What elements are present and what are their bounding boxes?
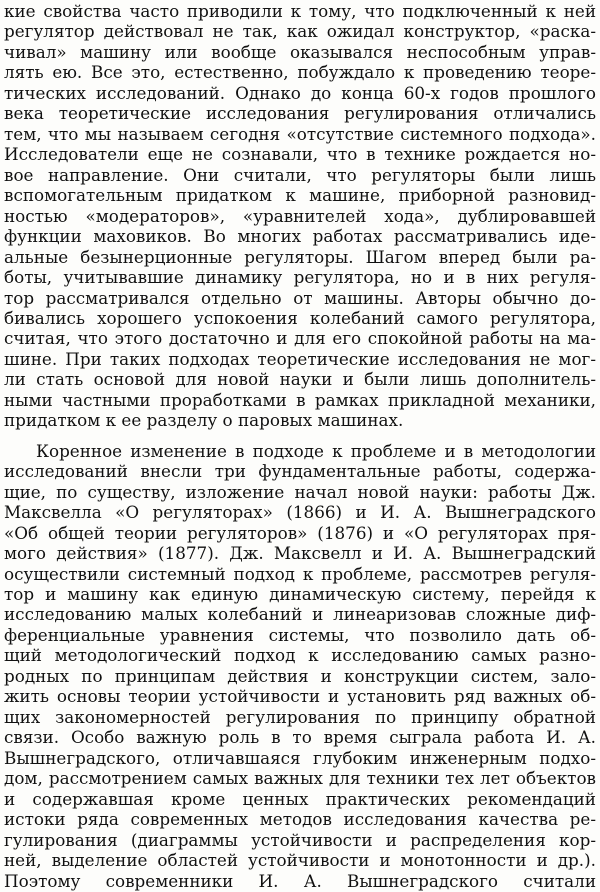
text-line: Коренное изменение в подходе к проблеме и в методологии (36, 441, 596, 461)
text-line: шине. При таких подходах теоретические исследования не мог- (4, 349, 596, 369)
text-line: жить основы теории устойчивости и установить ряд важных об- (4, 686, 596, 706)
text-line: щий методологический подход к исследованию самых разно- (4, 645, 596, 665)
text-line: Исследователи еще не сознавали, что в технике рождается но- (4, 144, 596, 164)
text-line: исследованию малых колебаний и линеаризовав сложные диф- (4, 604, 596, 624)
text-line: Вышнеградского, отличавшаяся глубоким инженерным подхо- (4, 748, 596, 768)
text-line: вспомогательным придатком к машине, приборной разновид- (4, 185, 596, 205)
text-line: исследований внесли три фундаментальные работы, содержа- (4, 461, 596, 481)
text-line: ностью «модераторов», «уравнителей хода», дублировавшей (4, 206, 596, 226)
text-line: щие, по существу, изложение начал новой науки: работы Дж. (4, 482, 596, 502)
text-line: боты, учитывавшие динамику регулятора, но и в них регуля- (4, 267, 596, 287)
text-line: ференциальные уравнения системы, что позволило дать об- (4, 625, 596, 645)
text-line: лять ею. Все это, естественно, побуждало к проведению теоре- (4, 62, 596, 82)
text-line: Поэтому современники И. А. Вышнеградского считали (4, 871, 596, 891)
text-line: века теоретические исследования регулирования отличались (4, 103, 596, 123)
text-line: чивал» машину или вообще оказывался неспособным управ- (4, 42, 596, 62)
text-line: кие свойства часто приводили к тому, что подключенный к ней (4, 1, 596, 21)
text-line: Максвелла «О регуляторах» (1866) и И. А. Вышнеградского (4, 502, 596, 522)
text-line: придатком к ее разделу о паровых машинах. (4, 410, 404, 430)
text-line: тем, что мы называем сегодня «отсутствие системного подхода». (4, 124, 596, 144)
text-line: бивались хорошего успокоения колебаний самого регулятора, (4, 308, 596, 328)
text-line: тор рассматривался отдельно от машины. Авторы обычно до- (4, 288, 596, 308)
text-line: регулятор действовал не так, как ожидал конструктор, «раска- (4, 21, 596, 41)
text-line: ли стать основой для новой науки и были лишь дополнитель- (4, 369, 596, 389)
text-line: дом, рассмотрением самых важных для техники тех лет объектов (4, 768, 596, 788)
text-line: ными частными проработками в рамках прикладной механики, (4, 390, 596, 410)
text-line: тор и машину как единую динамическую систему, перейдя к (4, 584, 596, 604)
text-line: мого действия» (1877). Дж. Максвелл и И. А. Вышнеградский (4, 543, 596, 563)
text-line: истоки ряда современных методов исследования качества ре- (4, 809, 596, 829)
text-line: альные безынерционные регуляторы. Шагом вперед были ра- (4, 247, 596, 267)
text-line: щих закономерностей регулирования по принципу обратной (4, 707, 596, 727)
text-line: ней, выделение областей устойчивости и монотонности и др.). (4, 850, 596, 870)
text-line: и содержавшая кроме ценных практических рекомендаций (4, 789, 596, 809)
text-line: осуществили системный подход к проблеме, рассмотрев регуля- (4, 564, 596, 584)
text-line: родных по принципам действия и конструкции систем, зало- (4, 666, 596, 686)
text-line: «Об общей теории регуляторов» (1876) и «О регуляторах пря- (4, 523, 596, 543)
text-line: функции маховиков. Во многих работах рассматривались иде- (4, 226, 596, 246)
text-line: тических исследований. Однако до конца 60-х годов прошлого (4, 83, 596, 103)
text-line: гулирования (диаграммы устойчивости и распределения кор- (4, 830, 596, 850)
text-line: вое направление. Они считали, что регуляторы были лишь (4, 165, 596, 185)
text-line: связи. Особо важную роль в то время сыграла работа И. А. (4, 727, 596, 747)
text-line: считая, что этого достаточно и для его спокойной работы на ма- (4, 328, 596, 348)
